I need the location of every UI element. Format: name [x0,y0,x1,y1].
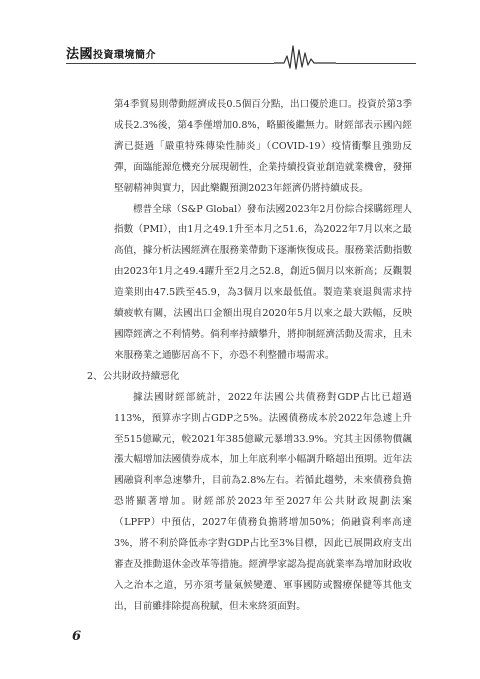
heartbeat-wave-icon [274,40,336,70]
section-heading: 2、公共財政持續惡化 [87,370,180,382]
page-number: 6 [72,629,82,644]
header-title [66,43,156,62]
paragraph-pmi: 標普全球（S&P Global）發布法國2023年2月份綜合採購經理人指數（PMI），由1月之49.1升至本月之51.6，為2022年7月以來之最高值，據分析法國經濟在服務業帶動下逐漸恢復成長。服務業活動指數由2023年1月之49.4躍升至2月之52.8，創近5個月以來新高；反觀製造業則由47.5跌至45.9，為3個月以來最低值。製造業衰退與需求持續疲軟有關，法國出口金額出現自2020年5月以來之最大跌幅，反映國際經濟之不利情勢。倘利率持續攀升，將抑制經濟活動及需求，且未來服務業之通膨居高不下，亦恐不利整體市場需求。 [114,203,412,361]
body-text [87,95,412,618]
header-title-sub: 投資環境簡介 [93,50,157,61]
header-title-main: 法國 [66,47,94,62]
header-rule [66,63,416,64]
paragraph-gdp-growth: 第4季貿易則帶動經濟成長0.5個百分點，出口優於進口。投資於第3季成長2.3%後，第4季僅增加0.8%，略顯後繼無力。財經部表示國內經濟已挺過「嚴重特殊傳染性肺炎」（COVID-19）疫情衝擊且強勁反彈，面臨能源危機充分展現韌性，企業持續投資並創造就業機會，發揮堅韌精神與實力，因此樂觀預測2023年經濟仍將持續成長。 [114,99,412,194]
paragraph-public-finance: 據法國財經部統計，2022年法國公共債務對GDP占比已超過113%，預算赤字則占GDP之5%。法國債務成本於2022年急遽上升至515億歐元，較2021年385億歐元暴增33.9%。究其主因係物價飆漲大幅增加法國債券成本，加上年底利率小幅調升略超出預期。近年法國融資利率急速攀升，目前為2.8%左右。若循此趨勢，未來債務負擔恐將顯著增加。財經部於2023年至2027年公共財政規劃法案（LPFP）中預估，2027年債務負擔將增加50%；倘融資利率高達3%，將不利於降低赤字對GDP占比至3%目標，因此已展開政府支出審查及推動退休金改革等措施。經濟學家認為提高就業率為增加財政收入之治本之道，另亦須考量氣候變遷、軍事國防或醫療保健等其他支出，目前雖排除提高稅賦，但未來終須面對。 [114,391,412,612]
running-header [66,40,416,70]
